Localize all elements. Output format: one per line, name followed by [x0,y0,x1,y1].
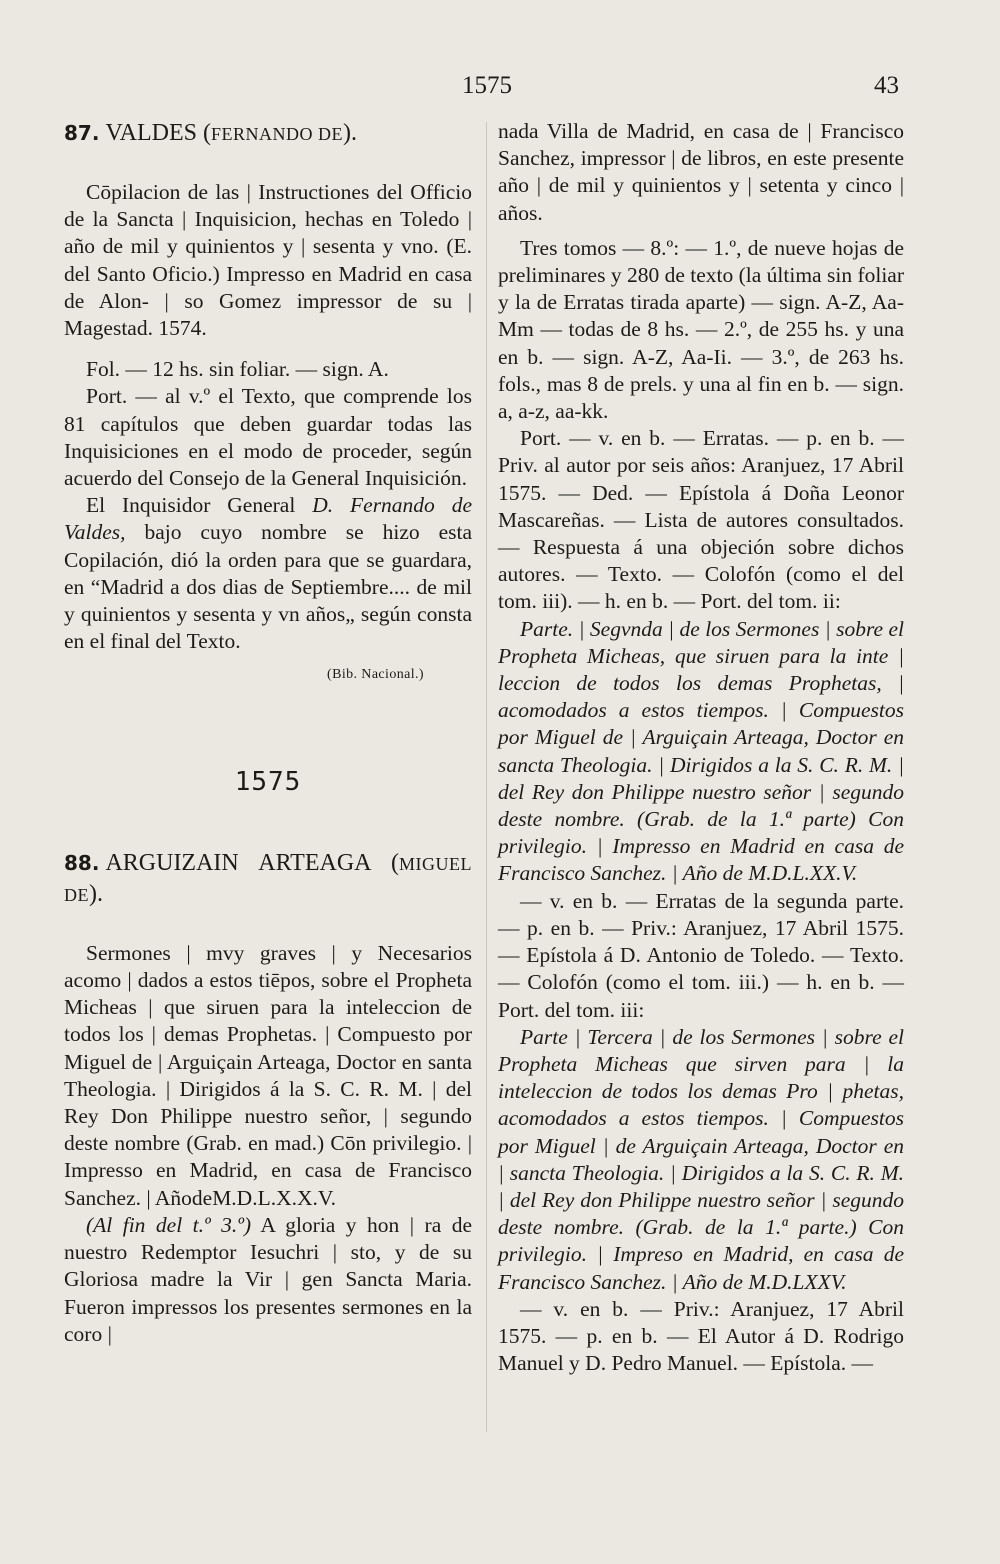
author-given-name: MIGUEL DE [64,853,472,905]
entry-88-vol2-title: Parte. | Segvnda | de los Sermones | sobre el Propheta Micheas, que siruen para la inte | leccion de todos los demas Prophetas, | acomodados a estos tiempos. | Compuestos por Miguel de | Arguiçain Arteaga, Doctor en sancta Theologia. | Dirigidos a la S. C. R. M. | del Rey don Philippe nuestro señor | segundo deste nombre. (Grab. de la 1.ª parte) Con privilegio. | Impresso en Madrid en casa de Francisco Sanchez. | Año de M.D.L.XX.V. [498,616,904,886]
page-number: 43 [874,72,899,99]
left-column [64,118,472,1348]
right-column [498,118,904,1377]
author-close: ). [343,120,358,146]
year-heading: 1575 [234,766,302,797]
entry-number: 87. [64,121,100,145]
author-close: ). [89,880,103,907]
colophon-italic: (Al fin del t.º 3.º) [86,1212,252,1237]
entry-88-heading [64,848,472,910]
author-name: ARGUIZAIN ARTEAGA ( [105,849,399,876]
entry-88-vol3-contents: — v. en b. — Priv.: Aranjuez, 17 Abril 1575. — p. en b. — El Autor á D. Rodrigo Manuel y D. Pedro Manuel. — Epístola. — [498,1296,904,1376]
entry-87-collation: Fol. — 12 hs. sin foliar. — sign. A. [86,357,389,382]
entry-88-colophon [64,1212,472,1348]
entry-number: 88. [64,850,100,875]
entry-88-title-cont: nada Villa de Madrid, en casa de | Francisco Sanchez, impressor | de libros, en este presente año | de mil y quinientos y | setenta y cinco | años. [498,119,904,225]
running-header-year: 1575 [462,72,512,99]
entry-88-vol3-title: Parte | Tercera | de los Sermones | sobre el Propheta Micheas que sirven para | la inteleccion de todos los demas Pro | phetas, acomodados a estos tiempos. | Compuestos por Miguel | de Arguiçain Arteaga, Doctor en | sancta Theologia. | Dirigidos a la S. C. R. M. | del Rey don Philippe nuestro señor | segundo deste nombre. (Grab. de la 1.ª parte.) Con privilegio. | Impreso en Madrid, en casa de Francisco Sanchez. | Año de M.D.LXXV. [498,1024,904,1294]
author-name: VALDES ( [105,120,211,146]
colophon-text: A gloria y hon | ra de nuestro Redemptor Iesuchri | sto, y de su Gloriosa madre la Vir | gen Sancta Maria. Fueron impressos los presentes sermones en la coro | [64,1212,472,1346]
library-citation: (Bib. Nacional.) [327,667,424,683]
note-text-italic: D. Fernando de Valdes, [64,493,472,545]
entry-88-title: Sermones | mvy graves | y Necesarios acomo | dados a estos tiēpos, sobre el Propheta Micheas | que siruen para la inteleccion de todos los | demas Prophetas. | Compuesto por Miguel de | Arguiçain Arteaga, Doctor en santa Theologia. | Dirigidos á la S. C. R. M. | del Rey Don Philippe nuestro señor, | segundo deste nombre (Grab. en mad.) Cōn privilegio. | Impresso en Madrid, en casa de Francisco Sanchez. | AñodeM.D.L.X.X.V. [64,940,472,1210]
entry-88-vol1-contents: Port. — v. en b. — Erratas. — p. en b. — Priv. al autor por seis años: Aranjuez, 17 Abril 1575. — Ded. — Epístola á Doña Leonor Mascareñas. — Lista de autores consultados. — Respuesta á una objeción sobre dichos autores. — Texto. — Colofón (como el del tom. iii). — h. en b. — Port. del tom. ii: [498,426,904,614]
note-text-a: El Inquisidor General [86,493,313,518]
entry-88-vol2-contents: — v. en b. — Erratas de la segunda parte. — p. en b. — Priv.: Aranjuez, 17 Abril 1575. — Epístola á D. Antonio de Toledo. — Texto. — Colofón (como el tom. iii.) — h. en b. — Port. del tom. iii: [498,888,904,1022]
note-text-c: bajo cuyo nombre se hizo esta Copilación, dió la orden para que se guardara, en “Madrid a dos dias de Septiembre.... de mil y quinientos y sesenta y vn años„ según consta en el final del Texto. [64,520,472,654]
entry-87-note [64,492,472,655]
entry-87-title: Cōpilacion de las | Instructiones del Officio de la Sancta | Inquisicion, hechas en Toledo | año de mil y quinientos y | sesenta y vno. (E. del Santo Oficio.) Impresso en Madrid en casa de Alon- | so Gomez impressor de su | Magestad. 1574. [64,180,472,341]
entry-87-heading [64,118,472,149]
author-given-name: FERNANDO DE [211,124,344,144]
entry-88-collation: Tres tomos — 8.º: — 1.º, de nueve hojas de preliminares y 280 de texto (la última sin foliar y la de Erratas tirada aparte) — sign. A-Z, Aa-Mm — todas de 8 hs. — 2.º, de 255 hs. y una en b. — sign. A-Z, Aa-Ii. — 3.º, de 263 hs. fols., mas 8 de prels. y una al fin en b. — sign. a, a-z, aa-kk. [498,235,905,424]
column-divider [486,122,487,1432]
entry-87-contents: Port. — al v.º el Texto, que comprende los 81 capítulos que deben guardar todas las Inquisiciones en el modo de proceder, según acuerdo del Consejo de la General Inquisición. [64,384,472,491]
